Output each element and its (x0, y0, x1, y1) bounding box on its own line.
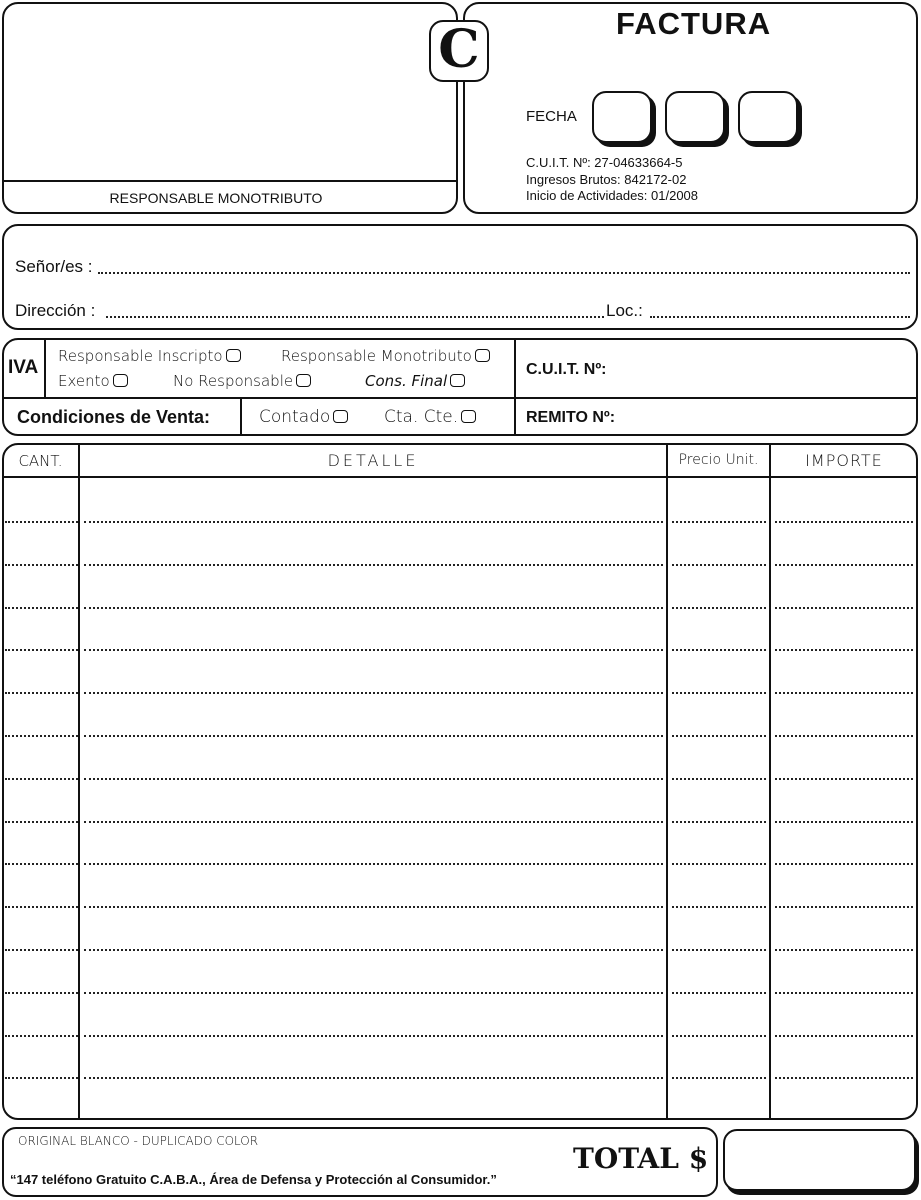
row-line-importe[interactable] (775, 564, 913, 566)
row-line-detalle[interactable] (84, 735, 663, 737)
letter-badge (429, 20, 489, 82)
seller-start-date: Inicio de Actividades: 01/2008 (526, 188, 699, 203)
row-line-importe[interactable] (775, 778, 913, 780)
row-line-precio[interactable] (672, 735, 766, 737)
row-line-detalle[interactable] (84, 778, 663, 780)
seller-iibb: Ingresos Brutos: 842172-02 (526, 172, 687, 187)
sale-option-cta-cte-label: Cta. Cte. (384, 407, 459, 427)
row-line-detalle[interactable] (84, 949, 663, 951)
iva-exento-checkbox[interactable] (113, 374, 128, 387)
row-line-precio[interactable] (672, 992, 766, 994)
row-line-importe[interactable] (775, 649, 913, 651)
seller-category: RESPONSABLE MONOTRIBUTO (109, 190, 323, 206)
sale-option-contado-label: Contado (259, 407, 331, 427)
row-line-cant[interactable] (5, 906, 78, 908)
date-day-box[interactable] (592, 91, 652, 143)
table-header-divider (3, 476, 917, 478)
row-line-importe[interactable] (775, 1035, 913, 1037)
row-line-precio[interactable] (672, 906, 766, 908)
sale-conditions-label: Condiciones de Venta: (17, 407, 211, 427)
iva-option-exento[interactable] (58, 372, 128, 390)
row-line-detalle[interactable] (84, 821, 663, 823)
row-line-importe[interactable] (775, 521, 913, 523)
row-line-cant[interactable] (5, 607, 78, 609)
iva-option-cons-final[interactable] (365, 372, 465, 390)
letter-badge-text: C (438, 19, 480, 80)
client-cuit-label: C.U.I.T. Nº: (526, 361, 607, 378)
row-line-cant[interactable] (5, 992, 78, 994)
row-line-precio[interactable] (672, 564, 766, 566)
row-line-cant[interactable] (5, 692, 78, 694)
iva-label: IVA (8, 357, 39, 378)
row-line-importe[interactable] (775, 692, 913, 694)
row-line-importe[interactable] (775, 821, 913, 823)
document-title: FACTURA (616, 6, 772, 41)
iva-option-monotributo[interactable] (281, 347, 490, 365)
iva-option-no-responsable[interactable] (173, 372, 311, 390)
row-line-cant[interactable] (5, 521, 78, 523)
row-line-detalle[interactable] (84, 863, 663, 865)
row-line-cant[interactable] (5, 949, 78, 951)
loc-label: Loc.: (606, 301, 643, 320)
iva-option-no-responsable-label: No Responsable (173, 372, 294, 390)
row-line-precio[interactable] (672, 521, 766, 523)
row-line-cant[interactable] (5, 1077, 78, 1079)
iva-cons-final-checkbox[interactable] (450, 374, 465, 387)
sale-option-contado[interactable] (259, 407, 348, 427)
row-line-importe[interactable] (775, 735, 913, 737)
row-line-detalle[interactable] (84, 906, 663, 908)
row-line-cant[interactable] (5, 649, 78, 651)
iva-option-inscripto-label: Responsable Inscripto (58, 347, 223, 365)
row-line-precio[interactable] (672, 649, 766, 651)
row-line-precio[interactable] (672, 778, 766, 780)
iva-right-divider (514, 339, 516, 435)
contado-checkbox[interactable] (333, 410, 348, 423)
iva-option-cons-final-label: Cons. Final (365, 372, 448, 390)
direccion-label: Dirección : (15, 301, 96, 320)
cta-cte-checkbox[interactable] (461, 410, 476, 423)
iva-mid-divider (3, 397, 917, 399)
row-line-importe[interactable] (775, 949, 913, 951)
seller-divider (3, 180, 457, 182)
row-line-detalle[interactable] (84, 564, 663, 566)
seller-cuit: C.U.I.T. Nº: 27-04633664-5 (526, 155, 683, 170)
remito-label: REMITO Nº: (526, 409, 616, 426)
row-line-detalle[interactable] (84, 607, 663, 609)
col-divider-cant (78, 444, 80, 1119)
row-line-importe[interactable] (775, 906, 913, 908)
sale-option-cta-cte[interactable] (384, 407, 476, 427)
consumer-notice: “147 teléfono Gratuito C.A.B.A., Área de Defensa y Protección al Consumidor.” (10, 1172, 497, 1187)
iva-option-monotributo-label: Responsable Monotributo (281, 347, 472, 365)
row-line-detalle[interactable] (84, 649, 663, 651)
iva-no-responsable-checkbox[interactable] (296, 374, 311, 387)
copies-note: ORIGINAL BLANCO - DUPLICADO COLOR (18, 1134, 259, 1148)
loc-field[interactable] (650, 316, 910, 318)
row-line-importe[interactable] (775, 607, 913, 609)
items-table (2, 443, 918, 1120)
iva-option-inscripto[interactable] (58, 347, 241, 365)
date-month-box[interactable] (665, 91, 725, 143)
iva-monotributo-checkbox[interactable] (475, 349, 490, 362)
row-line-precio[interactable] (672, 821, 766, 823)
row-line-precio[interactable] (672, 863, 766, 865)
iva-option-exento-label: Exento (58, 372, 110, 390)
row-line-detalle[interactable] (84, 992, 663, 994)
total-amount-box[interactable] (723, 1129, 916, 1191)
senores-field[interactable] (98, 272, 910, 274)
row-line-precio[interactable] (672, 1035, 766, 1037)
col-header-detalle: DETALLE (327, 451, 419, 470)
iva-label-divider (44, 339, 46, 398)
col-divider-detalle (666, 444, 668, 1119)
fecha-label: FECHA (526, 108, 577, 125)
row-line-cant[interactable] (5, 863, 78, 865)
row-line-precio[interactable] (672, 607, 766, 609)
seller-box (2, 2, 458, 214)
total-label: TOTAL $ (573, 1142, 709, 1175)
direccion-field[interactable] (106, 316, 604, 318)
row-line-importe[interactable] (775, 863, 913, 865)
col-divider-precio (769, 444, 771, 1119)
row-line-precio[interactable] (672, 949, 766, 951)
row-line-precio[interactable] (672, 1077, 766, 1079)
row-line-detalle[interactable] (84, 1077, 663, 1079)
date-year-box[interactable] (738, 91, 798, 143)
row-line-cant[interactable] (5, 1035, 78, 1037)
col-header-precio: Precio Unit. (678, 452, 759, 468)
row-line-detalle[interactable] (84, 692, 663, 694)
senores-label: Señor/es : (15, 257, 93, 276)
row-line-cant[interactable] (5, 564, 78, 566)
row-line-cant[interactable] (5, 735, 78, 737)
row-line-cant[interactable] (5, 778, 78, 780)
iva-inscripto-checkbox[interactable] (226, 349, 241, 362)
row-line-cant[interactable] (5, 821, 78, 823)
row-line-detalle[interactable] (84, 1035, 663, 1037)
row-line-importe[interactable] (775, 992, 913, 994)
col-header-cant: CANT. (18, 452, 63, 470)
col-header-importe: IMPORTE (805, 451, 883, 470)
row-line-importe[interactable] (775, 1077, 913, 1079)
sale-divider (240, 398, 242, 435)
client-box (2, 224, 918, 330)
row-line-precio[interactable] (672, 692, 766, 694)
row-line-detalle[interactable] (84, 521, 663, 523)
